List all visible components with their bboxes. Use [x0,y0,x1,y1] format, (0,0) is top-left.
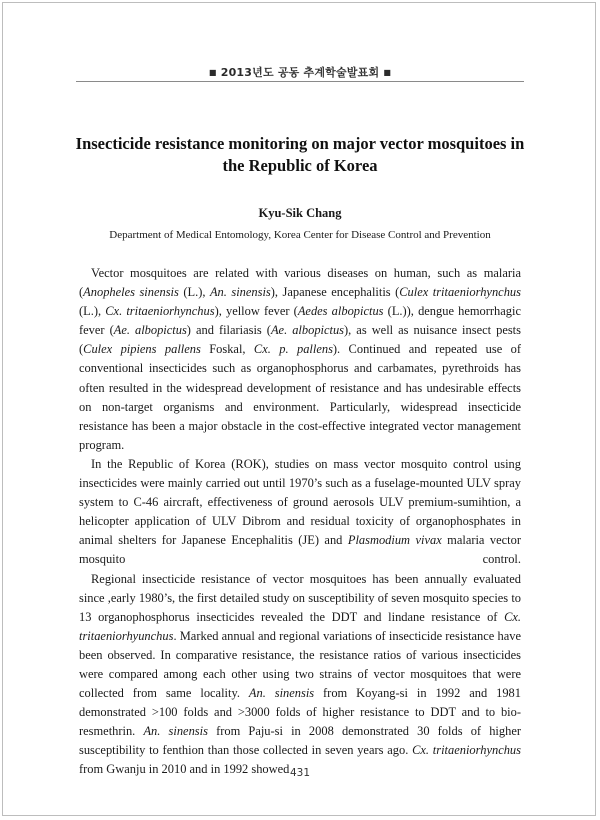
paragraph-3 [79,570,521,780]
paper-title-line-1: Insecticide resistance monitoring on major vector mosquitoes in [75,134,525,153]
header-divider [76,81,524,82]
paragraph-1 [79,264,521,455]
text-run: ), yellow fever ( [214,304,298,319]
page-number: 431 [289,767,311,779]
italic-species-name: Aedes albopictus [297,304,384,319]
paper-title-line-2: the Republic of Korea [222,156,378,175]
italic-species-name: Culex pipiens pallens [83,342,201,357]
author-affiliation: Department of Medical Entomology, Korea Center for Disease Control and Prevention [109,229,491,241]
text-run: ). Continued and repeated use of conventional insecticides such as organophosphorus and carbamates, pyrethroids has often resulted in the widespread development of resistance and has undesirable effects on non-target organisms and environment. Particularly, widespread insecticide resistance has been a major obstacle in the cost-effective integrated vector management program. [79,342,521,452]
body-text [79,264,521,780]
running-header [0,64,600,80]
text-run: from Koyang-si in 1992 and 1981 demonstrated >100 folds and >3000 folds of higher resistance to DDT and to bio-resmethrin. [79,686,521,739]
paper-title [60,133,540,177]
text-run: (L.)), dengue hemorrhagic fever ( [79,304,521,338]
italic-species-name: Plasmodium vivax [347,533,442,548]
text-run: from Gwanju in 2010 and in 1992 showed [79,762,290,777]
italic-species-name: Ae. albopictus [113,323,187,338]
italic-species-name: Ae. albopictus [270,323,345,338]
square-marker-left-icon: ■ [208,68,217,77]
text-run: (L.), [178,285,210,300]
text-run: Foskal, [200,342,254,357]
italic-species-name: An. sinensis [209,285,271,300]
text-run: . Marked annual and regional variations of insecticide resistance have been observed. In comparative resistance, the resistance ratios of various insecticides were compared among each other using two strains of vector mosquitoes that were collected from same locality. [79,628,521,701]
text-run: from Paju-si in 2008 demonstrated 30 folds of higher susceptibility to fenthion than those collected in seven years ago. [79,724,521,758]
text-run: Regional insecticide resistance of vector mosquitoes has been annually evaluated since ,early 1980’s, the first detailed study on susceptibility of seven mosquito species to 13 organophosphorus insecticides revealed the DDT and lindane resistance of [79,571,521,624]
italic-species-name: An. sinensis [143,724,208,739]
text-run: malaria vector mosquito control. [79,533,521,567]
italic-species-name: Culex tritaeniorhynchus [399,285,521,300]
italic-species-name: Cx. tritaeniorhyunchus [79,609,521,643]
italic-species-name: Cx. p. pallens [253,342,333,357]
text-run: ) and filariasis ( [186,323,271,338]
italic-species-name: Cx. tritaeniorhynchus [412,743,521,758]
text-run: (L.), [79,304,106,319]
text-run: Vector mosquitoes are related with various diseases on human, such as malaria ( [79,266,521,300]
italic-species-name: Anopheles sinensis [83,285,179,300]
paragraph-2 [79,455,521,570]
text-run: ), as well as nuisance insect pests ( [79,323,521,357]
square-marker-right-icon: ■ [383,68,392,77]
italic-species-name: Cx. tritaeniorhynchus [105,304,215,319]
text-run: In the Republic of Korea (ROK), studies on mass vector mosquito control using insecticides were mainly carried out until 1970’s such as a fuselage-mounted ULV spray system to C-46 aircraft, effectiveness of ground aerosols ULV premium-sumihtion, a helicopter application of ULV Dibrom and residual toxicity of organophosphates in animal shelters for Japanese Encephalitis (JE) and [79,456,521,548]
text-run: ), Japanese encephalitis ( [270,285,400,300]
italic-species-name: An. sinensis [248,686,315,701]
conference-title: 2013년도 공동 추계학술발표회 [220,66,380,79]
author-name: Kyu-Sik Chang [258,206,342,220]
